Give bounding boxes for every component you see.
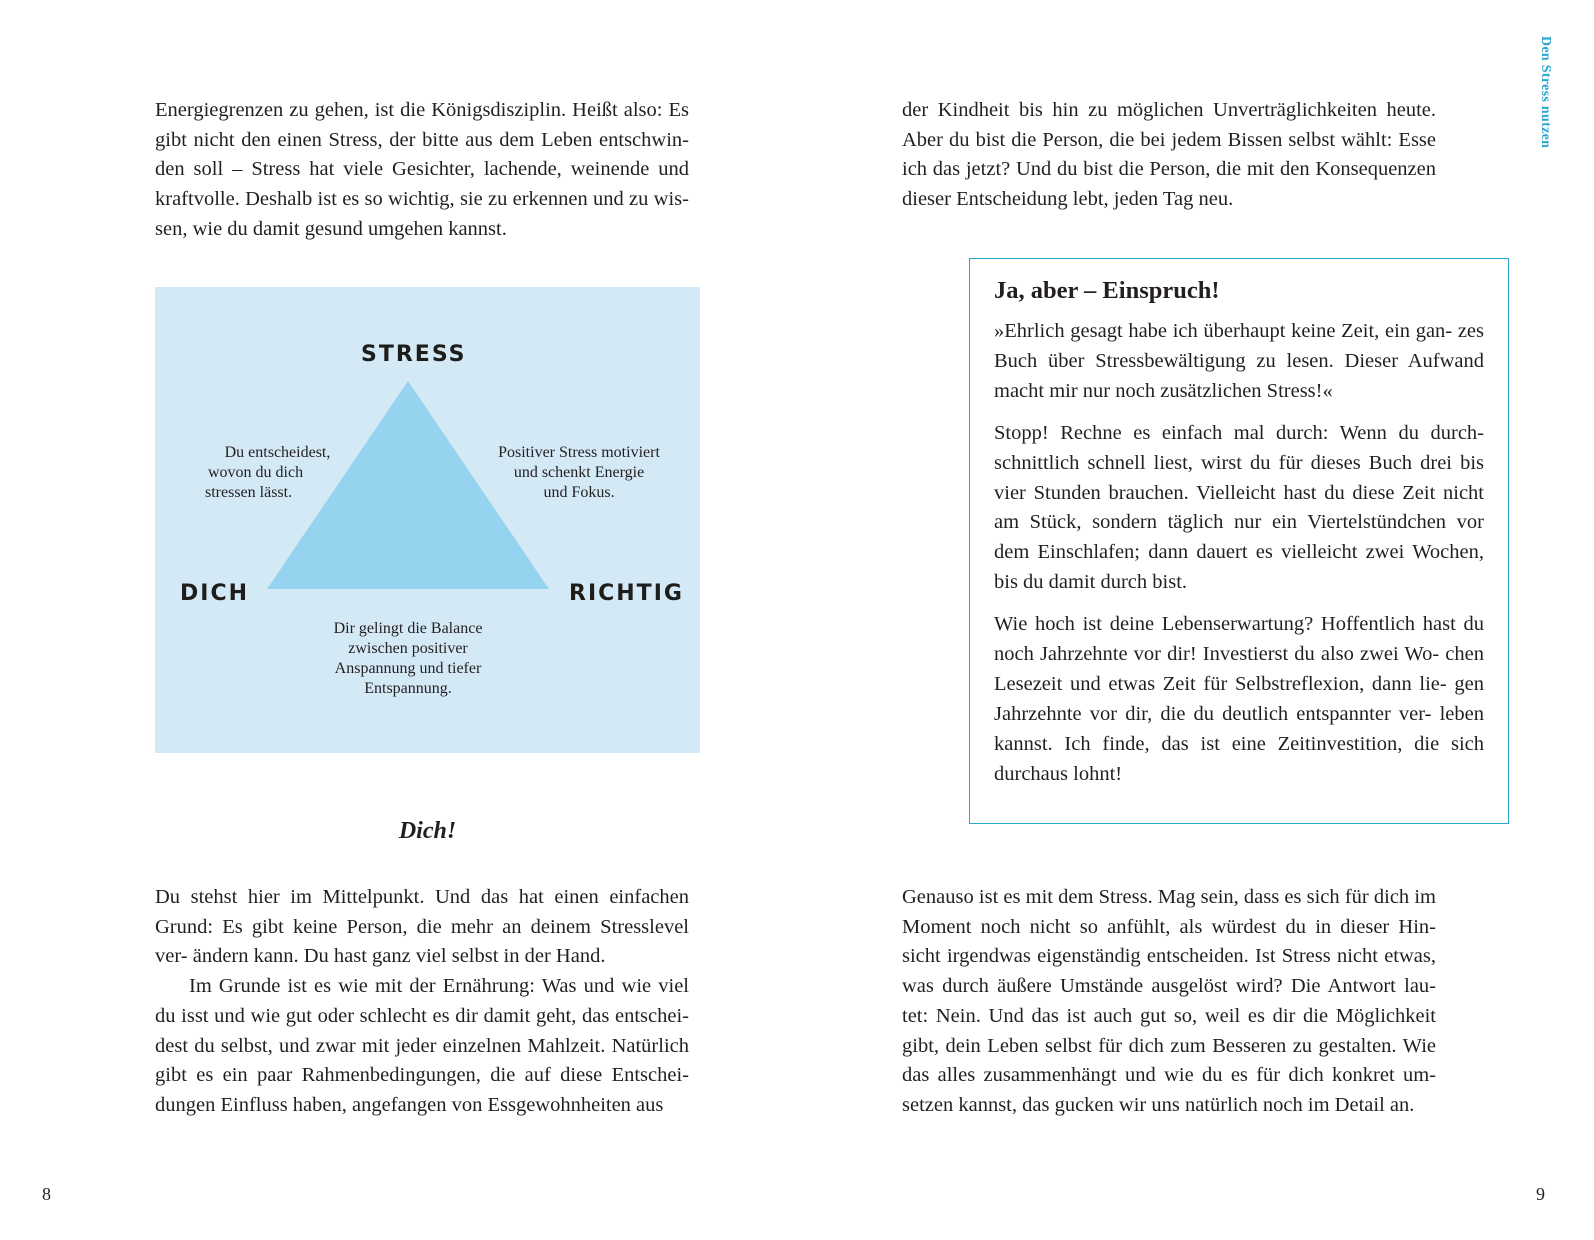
text-line: schnittlich schnell liest, wirst du für dieses Buch drei bis — [994, 451, 1484, 474]
note-line: Anspannung und tiefer — [334, 660, 482, 677]
page-number-right: 9 — [1536, 1184, 1545, 1204]
text-line: dem Einschlafen; dann dauert es vielleicht zwei Wochen, — [994, 541, 1484, 564]
note-line: wovon du dich — [208, 464, 304, 481]
text-line: sich durchaus lohnt! — [994, 732, 1484, 785]
text-line: Moment noch nicht so anfühlt, als würdest du in dieser Hin- — [902, 915, 1436, 938]
corner-label-stress: STRESS — [361, 342, 467, 367]
text-line: gibt es ein paar Rahmenbedingungen, die auf diese Entschei- — [155, 1064, 689, 1087]
text-line: Im Grunde ist es wie mit der Ernährung: Was und wie viel — [189, 975, 689, 998]
text-line: ich das jetzt? Und du bist die Person, die mit den Konsequenzen — [902, 158, 1436, 181]
text-line: das alles zusammenhängt und wie du es für dich konkret um- — [902, 1064, 1436, 1087]
text-line: Energiegrenzen zu gehen, ist die Königsdisziplin. Heißt also: Es — [155, 99, 689, 121]
corner-label-dich: DICH — [180, 581, 250, 606]
box-paragraph — [994, 419, 1484, 598]
text-line: Stopp! Rechne es einfach mal durch: Wenn du durch- — [994, 421, 1484, 444]
note-line: Entspannung. — [364, 680, 452, 697]
text-line: du noch Jahrzehnte vor dir! Investierst du also zwei Wo- — [994, 613, 1484, 666]
left-body-text — [155, 883, 689, 1121]
text-line: du isst und wie gut oder schlecht es dir damit geht, das entschei- — [155, 1004, 689, 1027]
page-number-left: 8 — [42, 1184, 51, 1204]
text-line: am Stück, sondern täglich nur ein Viertelstündchen vor — [994, 511, 1484, 534]
section-subheading: Dich! — [398, 818, 457, 844]
text-line: Du stehst hier im Mittelpunkt. Und das hat einen einfachen — [155, 886, 689, 908]
text-line: dieser Entscheidung lebt, jeden Tag neu. — [902, 188, 1234, 211]
paragraph — [155, 883, 689, 972]
paragraph — [902, 96, 1436, 215]
text-line: dungen Einfluss haben, angefangen von Essgewohnheiten aus — [155, 1093, 664, 1116]
text-line: setzen kannst, das gucken wir uns natürlich noch im Detail an. — [902, 1093, 1415, 1116]
text-line: ändern kann. Du hast ganz viel selbst in der Hand. — [192, 945, 606, 968]
text-line: Grund: Es gibt keine Person, die mehr an deinem Stresslevel ver- — [155, 915, 689, 968]
figure-note-right — [484, 443, 674, 503]
text-line: leben kannst. Ich finde, das ist eine Zeitinvestition, die — [994, 702, 1484, 755]
text-line: Genauso ist es mit dem Stress. Mag sein, dass es sich für dich im — [902, 886, 1436, 908]
note-line: zwischen positiver — [348, 640, 468, 657]
text-line: gen Jahrzehnte vor dir, die du deutlich entspannter ver- — [994, 672, 1484, 725]
note-line: und Fokus. — [543, 484, 615, 501]
paragraph — [155, 96, 689, 245]
corner-label-richtig: RICHTIG — [569, 581, 684, 606]
stress-triangle-figure — [155, 287, 700, 753]
text-line: sicht irgendwas eigenständig entscheiden. Ist Stress nicht etwas, — [902, 945, 1436, 968]
text-line: Aber du bist die Person, die bei jedem Bissen selbst wählt: Esse — [902, 128, 1436, 151]
text-line: macht mir nur noch zusätzlichen Stress!« — [994, 379, 1333, 402]
text-line: sen, wie du damit gesund umgehen kannst. — [155, 217, 507, 240]
figure-note-left — [205, 443, 350, 503]
paragraph — [902, 883, 1436, 1121]
text-line: den soll – Stress hat viele Gesichter, lachende, weinende und — [155, 158, 689, 181]
right-intro-paragraph — [902, 96, 1436, 215]
figure-note-bottom — [313, 619, 503, 699]
text-line: was durch äußere Umstände ausgelöst wird? Die Antwort lau- — [902, 975, 1436, 998]
text-line: kraftvolle. Deshalb ist es so wichtig, sie zu erkennen und zu wis- — [155, 188, 689, 211]
text-line: chen Lesezeit und etwas Zeit für Selbstreflexion, dann lie- — [994, 643, 1484, 695]
box-paragraph — [994, 610, 1484, 789]
note-line: und schenkt Energie — [513, 464, 645, 481]
left-intro-paragraph — [155, 96, 689, 245]
note-line: stressen lässt. — [205, 484, 293, 501]
box-title: Ja, aber – Einspruch! — [994, 277, 1220, 304]
note-line: Dir gelingt die Balance — [333, 620, 483, 637]
running-head: Den Stress nutzen — [1538, 36, 1553, 149]
text-line: gibt nicht den einen Stress, der bitte aus dem Leben entschwin- — [155, 128, 689, 151]
text-line: »Ehrlich gesagt habe ich überhaupt keine Zeit, ein gan- — [994, 320, 1453, 342]
note-line: Positiver Stress motiviert — [498, 444, 660, 461]
objection-box — [969, 258, 1509, 824]
text-line: der Kindheit bis hin zu möglichen Unverträglichkeiten heute. — [902, 99, 1436, 121]
note-line: Du entscheidest, — [224, 444, 331, 461]
paragraph — [155, 972, 689, 1121]
text-line: Wie hoch ist deine Lebenserwartung? Hoffentlich hast — [994, 613, 1456, 636]
text-line: dest du selbst, und zwar mit jeder einzelnen Mahlzeit. Natürlich — [155, 1034, 689, 1057]
text-line: zes Buch über Stressbewältigung zu lesen. Dieser Aufwand — [994, 320, 1484, 372]
text-line: tet: Nein. Und das ist auch gut so, weil es dir die Möglichkeit — [902, 1004, 1436, 1027]
text-line: gibt, dein Leben selbst für dich zum Besseren zu gestalten. Wie — [902, 1034, 1436, 1057]
text-line: bis du damit durch bist. — [994, 571, 1188, 594]
text-line: vier Stunden brauchen. Vielleicht hast du diese Zeit nicht — [994, 481, 1484, 504]
right-body-text — [902, 883, 1436, 1121]
box-paragraph — [994, 317, 1484, 407]
